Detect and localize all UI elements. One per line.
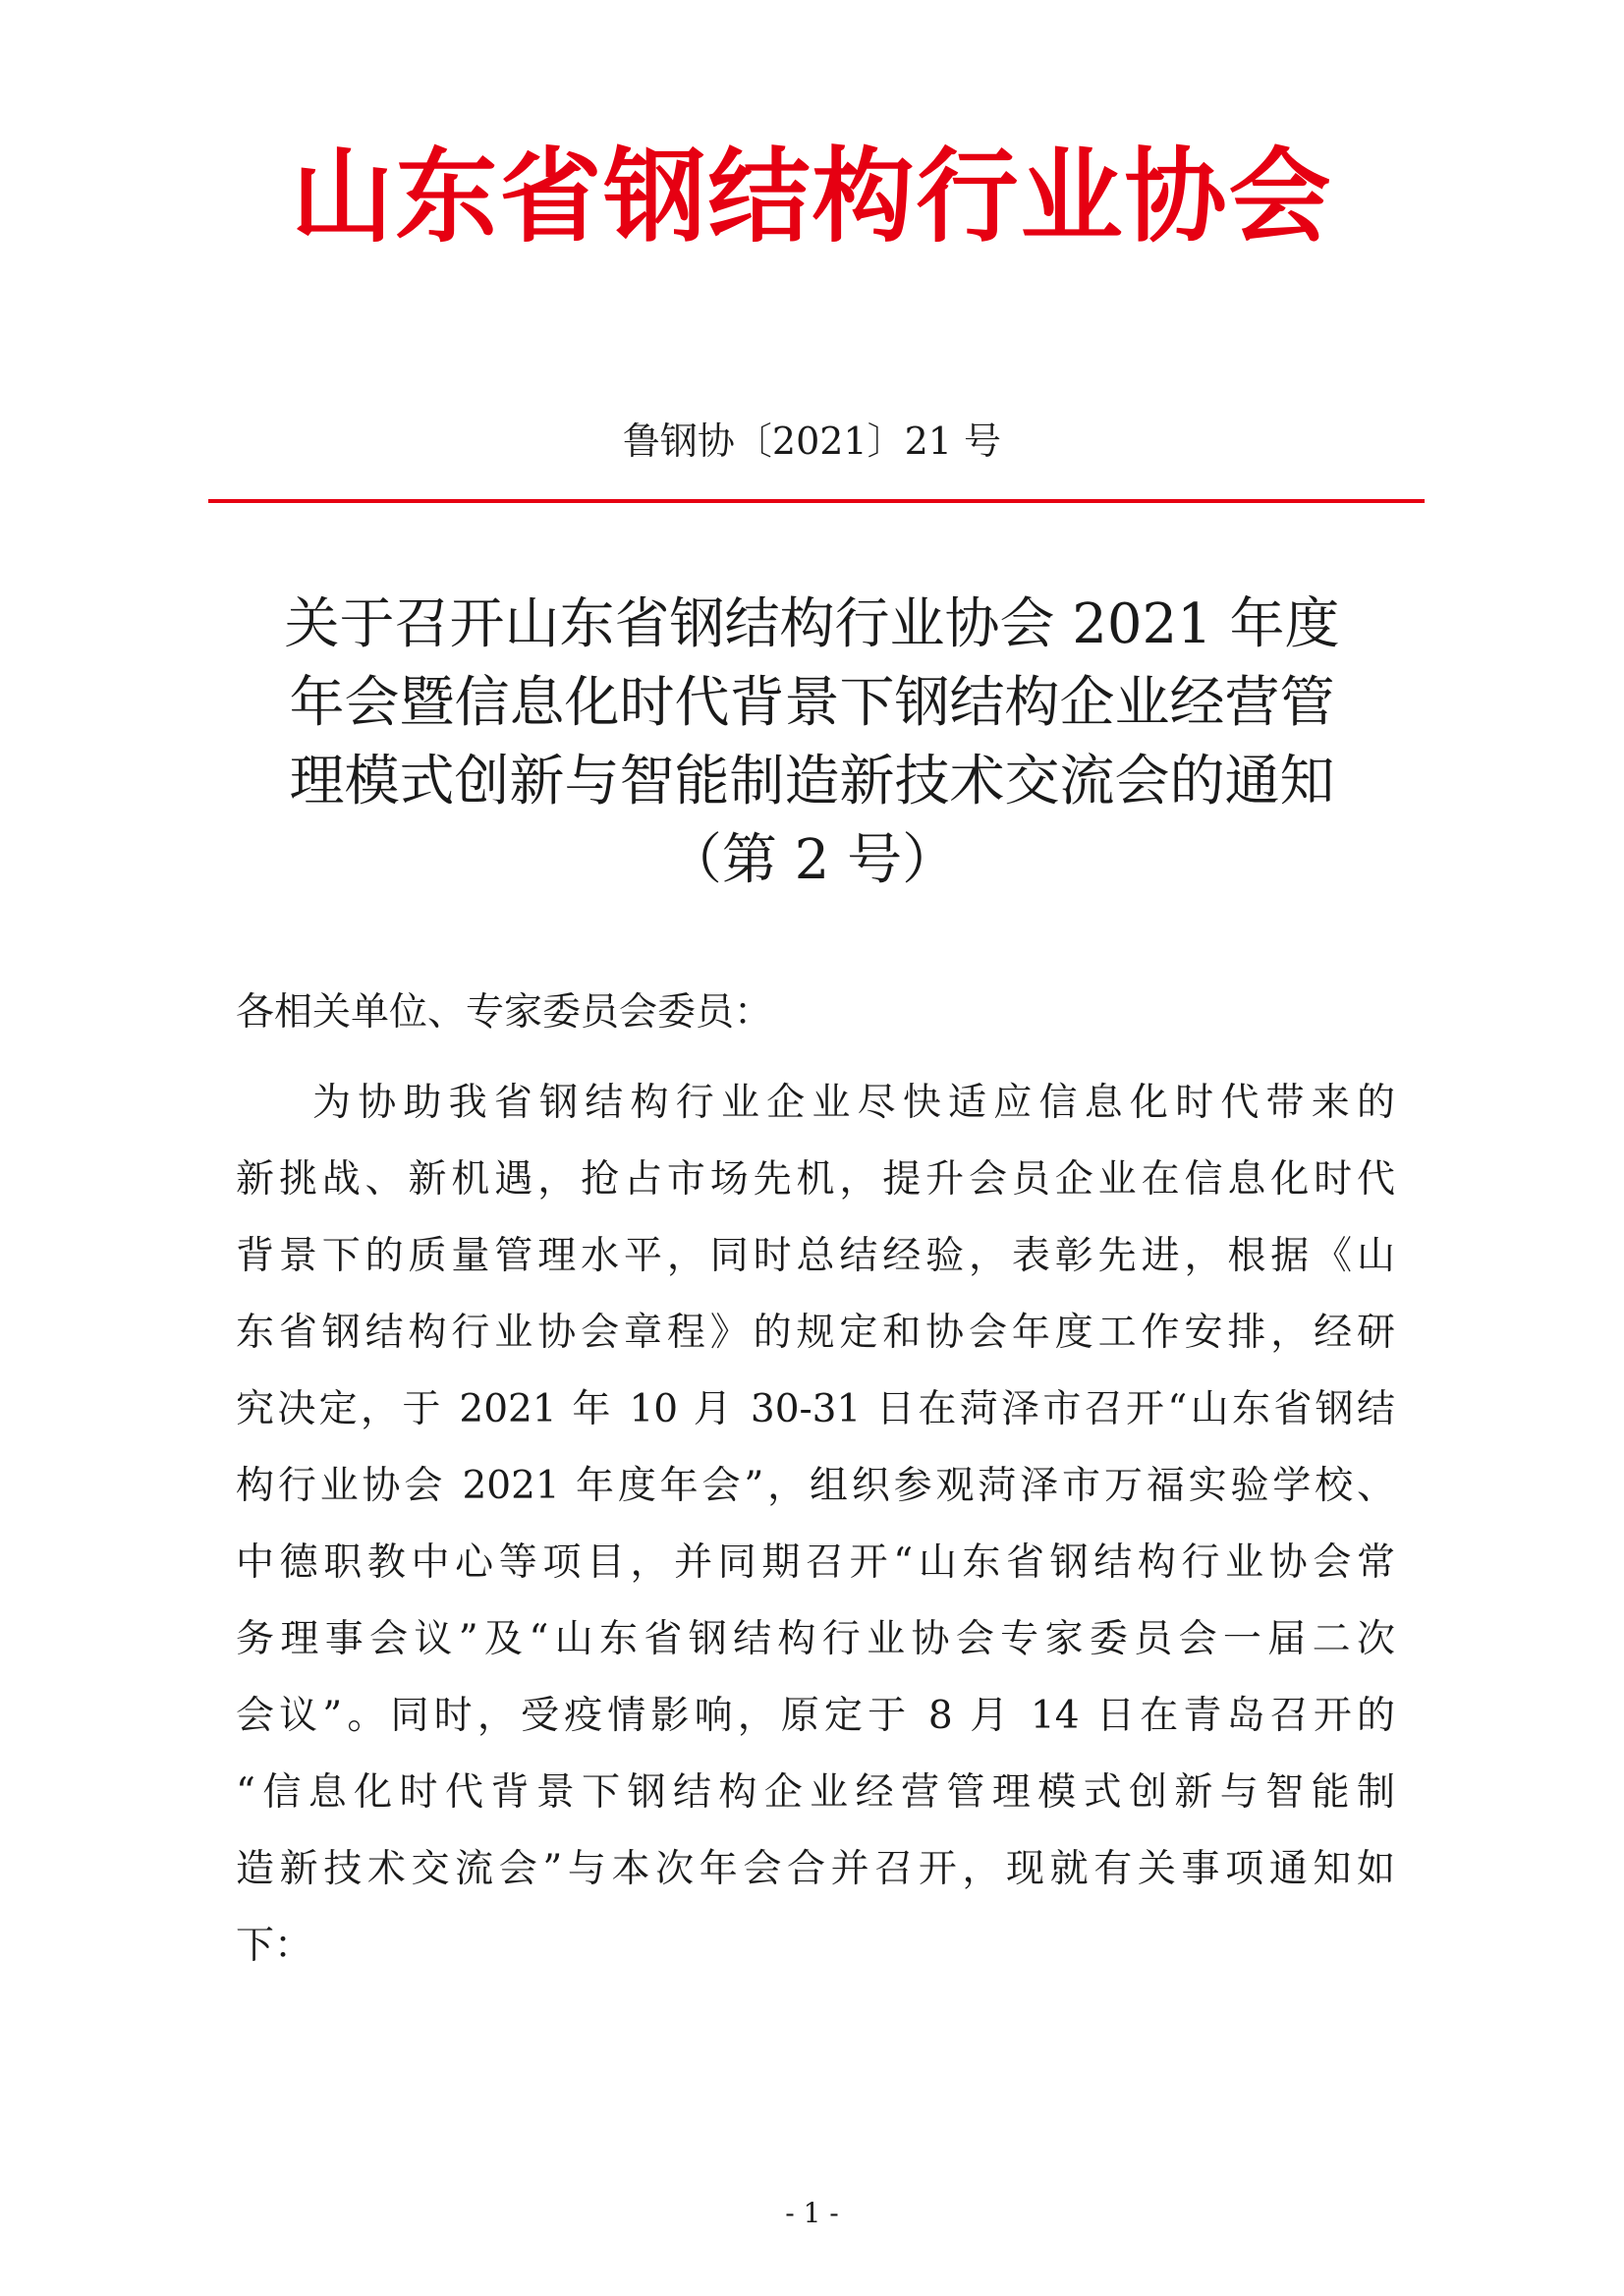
title-line: 理模式创新与智能制造新技术交流会的通知: [289, 750, 1335, 813]
body-line: 背景下的质量管理水平，同时总结经验，表彰先进，根据《山: [236, 1234, 1395, 1278]
body-line: 东省钢结构行业协会章程》的规定和协会年度工作安排，经研: [236, 1311, 1395, 1355]
page-number: - 1 -: [785, 2197, 839, 2229]
salutation: 各相关单位、专家委员会委员：: [236, 990, 773, 1035]
body-line: 构行业协会 2021 年度年会”，组织参观菏泽市万福实验学校、: [236, 1464, 1395, 1508]
title-line: 年会暨信息化时代背景下钢结构企业经营管: [289, 671, 1335, 735]
notice-title: [196, 586, 1428, 900]
body-line: 为协助我省钢结构行业企业尽快适应信息化时代带来的: [312, 1081, 1395, 1125]
body-line: 究决定，于 2021 年 10 月 30-31 日在菏泽市召开“山东省钢结: [236, 1387, 1395, 1431]
body-line: “信息化时代背景下钢结构企业经营管理模式创新与智能制: [236, 1770, 1395, 1815]
title-line: （第 2 号）: [666, 828, 958, 892]
body-paragraph: [236, 1065, 1395, 1985]
red-divider-line: [208, 499, 1425, 503]
body-line: 会议”。同时，受疫情影响，原定于 8 月 14 日在青岛召开的: [236, 1694, 1395, 1738]
body-line: 新挑战、新机遇，抢占市场先机，提升会员企业在信息化时代: [236, 1157, 1395, 1202]
body-line: 务理事会议”及“山东省钢结构行业协会专家委员会一届二次: [236, 1617, 1395, 1661]
title-line: 关于召开山东省钢结构行业协会 2021 年度: [284, 592, 1340, 656]
body-line: 造新技术交流会”与本次年会合并召开，现就有关事项通知如: [236, 1847, 1395, 1891]
organization-header: 山东省钢结构行业协会: [291, 137, 1333, 256]
document-number: 鲁钢协〔2021〕21 号: [622, 420, 1002, 463]
body-line: 中德职教中心等项目，并同期召开“山东省钢结构行业协会常: [236, 1540, 1395, 1585]
body-line: 下：: [236, 1924, 313, 1968]
